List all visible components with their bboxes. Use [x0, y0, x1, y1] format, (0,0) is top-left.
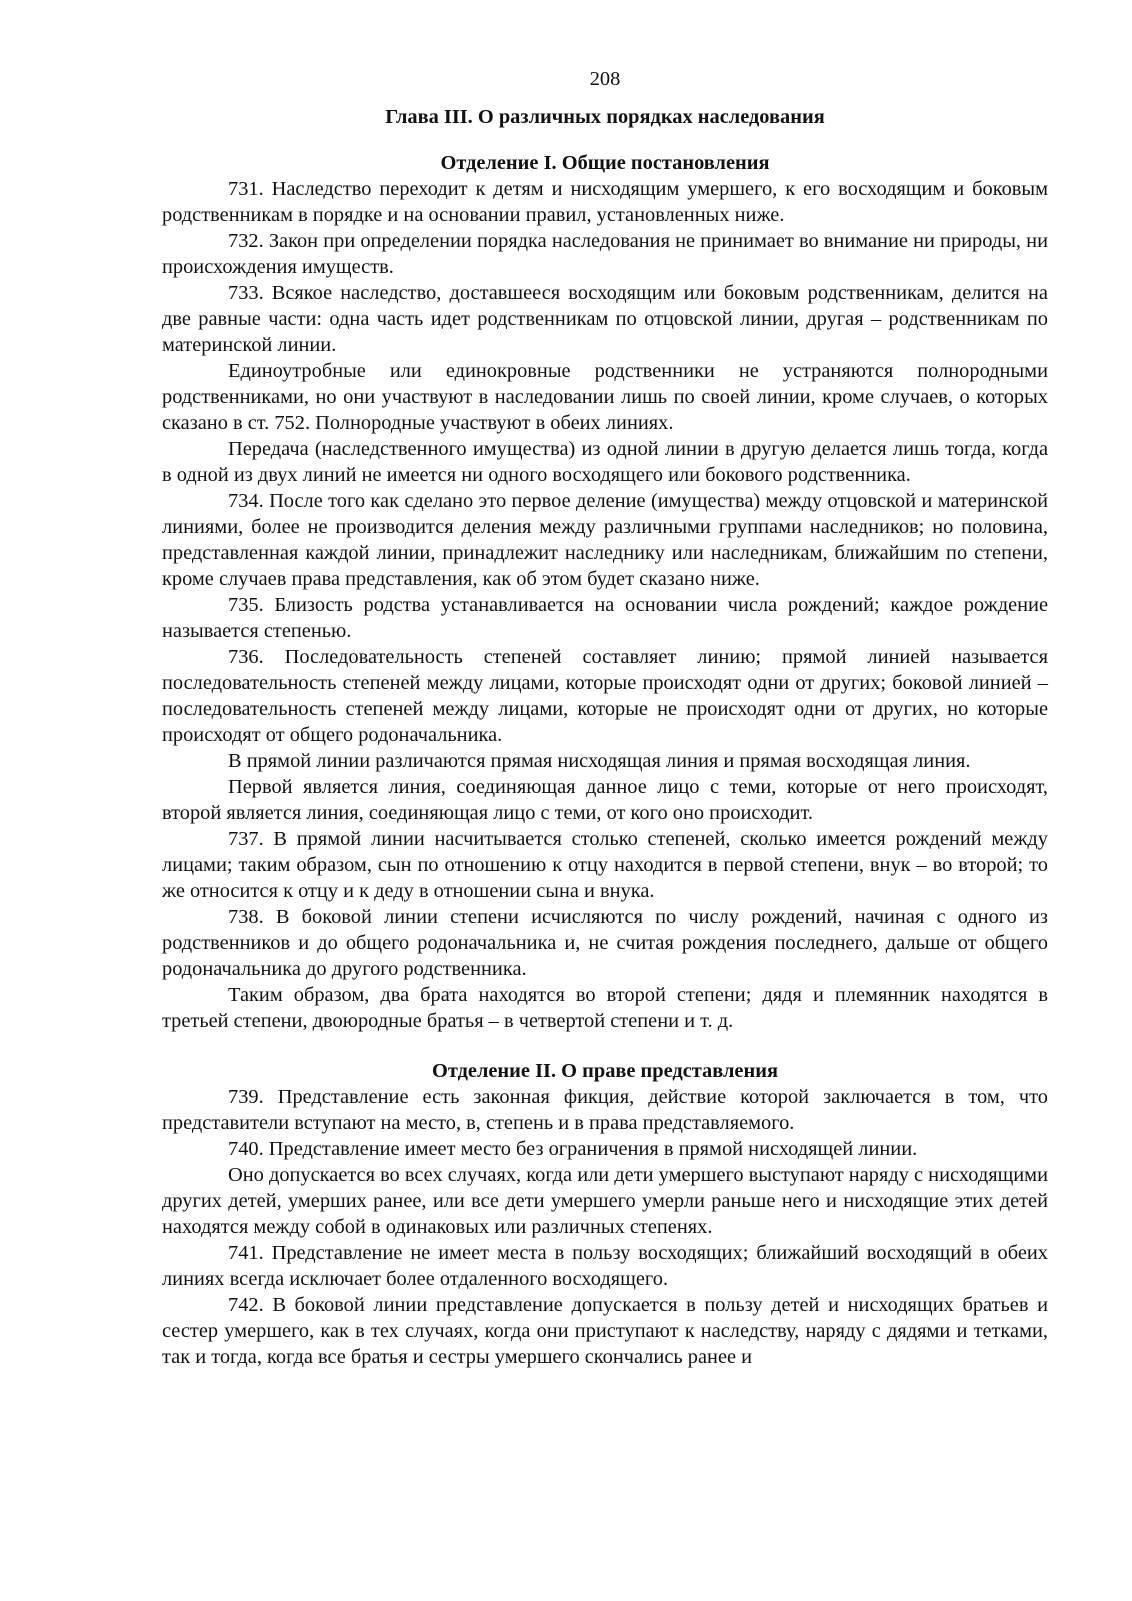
paragraph-733-half-blood: Единоутробные или единокровные родственники не устраняются полнородными родственниками, но они участвуют в наследовании лишь по своей линии, кроме случаев, о которых сказано в ст. 752. Полнородные участвуют в обеих линиях. [162, 360, 1048, 434]
document-page [162, 66, 1048, 1370]
section-1 [162, 150, 1048, 1034]
paragraph-742: 742. В боковой линии представление допускается в пользу детей и нисходящих братьев и сестер умершего, как в тех случаях, когда они приступают к наследству, наряду с дядями и тетками, так и тогда, когда все братья и сестры умершего скончались ранее и [162, 1294, 1048, 1368]
paragraph-741: 741. Представление не имеет места в пользу восходящих; ближайший восходящий в обеих линиях всегда исключает более отдаленного восходящего. [162, 1242, 1048, 1290]
section-2 [162, 1058, 1048, 1370]
paragraph-738: 738. В боковой линии степени исчисляются по числу рождений, начиная с одного из родственников и до общего родоначальника и, не считая рождения последнего, дальше от общего родоначальника до другого родственника. [162, 906, 1048, 980]
section-title: Отделение I. Общие постановления [440, 152, 770, 174]
paragraph-740-cases: Оно допускается во всех случаях, когда или дети умершего выступают наряду с нисходящими других детей, умерших ранее, или все дети умершего умерли раньше него и нисходящие этих детей находятся между собой в одинаковых или различных степенях. [162, 1164, 1048, 1238]
paragraph-737: 737. В прямой линии насчитывается столько степеней, сколько имеется рождений между лицами; таким образом, сын по отношению к отцу находится в первой степени, внук – во второй; то же относится к отцу и к деду в отношении сына и внука. [162, 828, 1048, 902]
paragraph-731: 731. Наследство переходит к детям и нисходящим умершего, к его восходящим и боковым родственникам в порядке и на основании правил, установленных ниже. [162, 178, 1048, 226]
paragraph-736: 736. Последовательность степеней составляет линию; прямой линией называется последовательность степеней между лицами, которые происходят одни от других; боковой линией – последовательность степеней между лицами, которые не происходят одни от других, но которые происходят от общего родоначальника. [162, 646, 1048, 746]
paragraph-738-example: Таким образом, два брата находятся во второй степени; дядя и племянник находятся в третьей степени, двоюродные братья – в четвертой степени и т. д. [162, 984, 1048, 1032]
paragraph-733-transfer: Передача (наследственного имущества) из одной линии в другую делается лишь тогда, когда в одной из двух линий не имеется ни одного восходящего или бокового родственника. [162, 438, 1048, 486]
paragraph-735: 735. Близость родства устанавливается на основании числа рождений; каждое рождение называется степенью. [162, 594, 1048, 642]
paragraph-739: 739. Представление есть законная фикция, действие которой заключается в том, что представители вступают на место, в, степень и в права представляемого. [162, 1086, 1048, 1134]
section-title: Отделение II. О праве представления [431, 1060, 779, 1082]
paragraph-736-first-line: Первой является линия, соединяющая данное лицо с теми, которые от него происходят, второй является линия, соединяющая лицо с теми, от кого оно происходит. [162, 776, 1048, 824]
chapter-title: Глава III. О различных порядках наследования [385, 106, 825, 128]
paragraph-740: 740. Представление имеет место без ограничения в прямой нисходящей линии. [228, 1138, 918, 1160]
paragraph-734: 734. После того как сделано это первое деление (имущества) между отцовской и материнской линиями, более не производится деления между различными группами наследников; но половина, представленная каждой линии, принадлежит наследнику или наследникам, ближайшим по степени, кроме случаев права представления, как об этом будет сказано ниже. [162, 490, 1048, 590]
paragraph-733: 733. Всякое наследство, доставшееся восходящим или боковым родственникам, делится на две равные части: одна часть идет родственникам по отцовской линии, другая – родственникам по материнской линии. [162, 282, 1048, 356]
paragraph-732: 732. Закон при определении порядка наследования не принимает во внимание ни природы, ни происхождения имуществ. [162, 230, 1048, 278]
page-number: 208 [589, 68, 621, 90]
paragraph-736-direct-line: В прямой линии различаются прямая нисходящая линия и прямая восходящая линия. [228, 750, 971, 772]
